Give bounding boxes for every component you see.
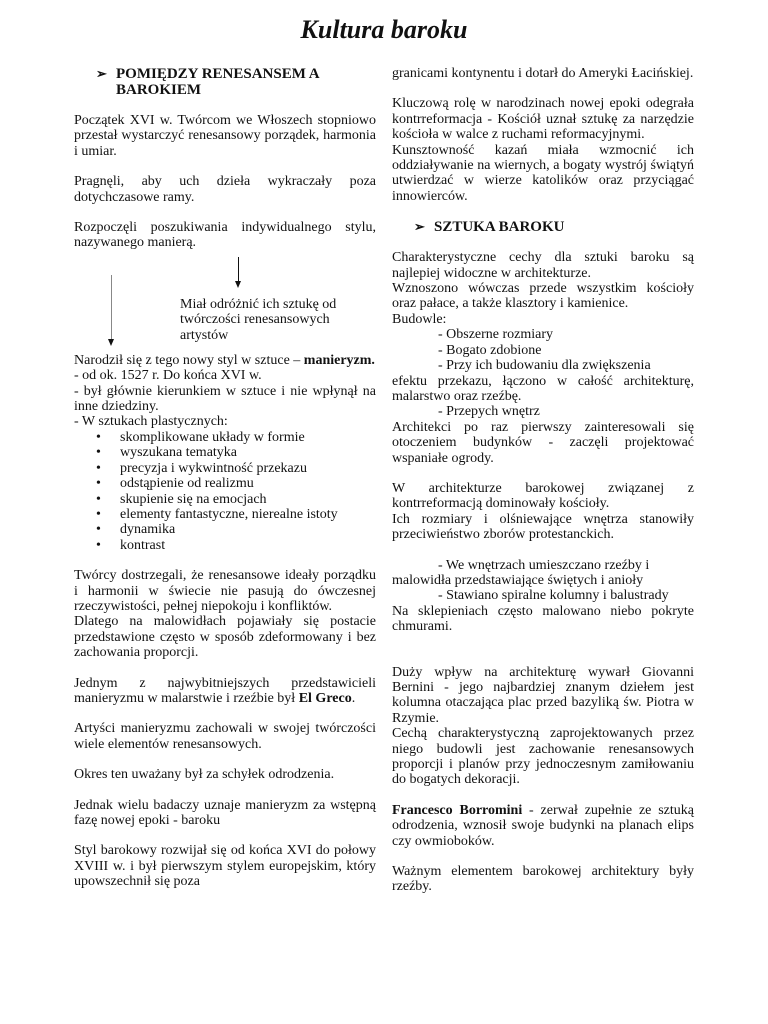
paragraph-borromini: Francesco Borromini - zerwał zupełnie ze sztuką odrodzenia, wznosił swoje budynki na planach elips czy owmioboków. xyxy=(392,802,694,849)
paragraph: Ważnym elementem barokowej architektury były rzeźby. xyxy=(392,864,694,895)
section-heading-baroque-art xyxy=(392,219,694,235)
list-item: • wyszukana tematyka xyxy=(120,445,376,460)
paragraph: Dlatego na malowidłach pojawiały się postacie przedstawione często w sposób zdeformowany i bez zachowania proporcji. xyxy=(74,614,376,661)
arrow-bullet-icon: ➢ xyxy=(96,66,107,81)
list-line: - We wnętrzach umieszczano rzeźby i xyxy=(438,557,650,573)
paragraph: Styl barokowy rozwijał się od końca XVI do połowy XVIII w. i był pierwszym stylem europejskim, który upowszechnił się poza xyxy=(74,843,376,890)
paragraph: Początek XVI w. Twórcom we Włoszech stopniowo przestał wystarczyć renesansowy porządek, harmonia i umiar. xyxy=(74,113,376,159)
arrow-down-left-icon xyxy=(108,339,114,346)
paragraph: Na sklepieniach często malowano niebo pokryte chmurami. xyxy=(392,603,694,635)
paragraph: Twórcy dostrzegali, że renesansowe ideały porządku i harmonii w świecie nie pasują do ówczesnej rzeczywistości, pełnej niepokoju i konfliktów. xyxy=(74,568,376,614)
heading-text: POMIĘDZY RENESANSEM A BAROKIEM xyxy=(116,66,319,98)
list-line: - Obszerne rozmiary xyxy=(438,327,554,343)
left-column xyxy=(74,66,376,890)
arrow-down-left-line xyxy=(111,275,112,341)
list-line: - był głównie kierunkiem w sztuce i nie wpłynął na inne dziedziny. xyxy=(74,383,376,415)
paragraph: Jednak wielu badaczy uznaje manieryzm za wstępną fazę nowej epoki - baroku xyxy=(74,797,376,828)
list-item: • skupienie się na emocjach xyxy=(120,492,376,507)
list-line: - Bogato zdobione xyxy=(438,342,542,358)
paragraph: Budowle: xyxy=(392,311,447,327)
document-title: Kultura baroku xyxy=(300,15,468,44)
paragraph: Kluczową rolę w narodzinach nowej epoki odegrała kontrreformacja - Kościół uznał sztukę za narzędzie kościoła w walce z ruchami reformacyjnymi. xyxy=(392,96,694,143)
list-line: - Przy ich budowaniu dla zwiększenia xyxy=(438,358,651,374)
paragraph: Cechą charakterystyczną zaprojektowanych przez niego budowli jest zachowanie renesansowych proporcji i planów przy jednoczesnym zamiłowaniu do bogatych dekoracji. xyxy=(392,726,694,788)
paragraph: Duży wpływ na architekturę wywarł Giovanni Bernini - jego najbardziej znanym dziełem jest kolumna otaczająca plac przed bazyliką św. Piotra w Rzymie. xyxy=(392,664,694,726)
list-line: - W sztukach plastycznych: xyxy=(74,414,228,430)
paragraph: W architekturze barokowej związanej z kontrreformacją dominowały kościoły. xyxy=(392,480,694,512)
heading-text: SZTUKA BAROKU xyxy=(434,219,565,236)
list-line: - Stawiano spiralne kolumny i balustrady xyxy=(438,588,669,604)
paragraph: Architekci po raz pierwszy zainteresowali się otoczeniem budynków - zaczęli projektować wspaniałe ogrody. xyxy=(392,419,694,466)
list-line: - od ok. 1527 r. Do końca XVI w. xyxy=(74,368,262,384)
list-item: • elementy fantastyczne, nierealne istoty xyxy=(120,507,376,522)
paragraph: Wznoszono wówczas przede wszystkim kościoły oraz pałace, a także klasztory i kamienice. xyxy=(392,281,694,312)
list-line: - Przepych wnętrz xyxy=(438,404,540,420)
diagram-note: Miał odróżnić ich sztukę od twórczości renesansowych artystów xyxy=(180,296,337,343)
paragraph: Ich rozmiary i olśniewające wnętrza stanowiły przeciwieństwo zborów protestanckich. xyxy=(392,511,694,543)
paragraph: Artyści manieryzmu zachowali w swojej twórczości wiele elementów renesansowych. xyxy=(74,721,376,752)
term-mannerism: manieryzm. xyxy=(303,352,375,368)
arrow-down-right-line xyxy=(238,257,239,283)
right-column xyxy=(392,66,694,895)
list-item: • odstąpienie od realizmu xyxy=(120,476,376,491)
paragraph: Charakterystyczne cechy dla sztuki baroku są najlepiej widoczne w architekturze. xyxy=(392,250,694,281)
list-item: • precyzja i wykwintność przekazu xyxy=(120,461,376,476)
list-item: • kontrast xyxy=(120,538,376,553)
list-item: • skomplikowane układy w formie xyxy=(120,430,376,445)
paragraph: Kunsztowność kazań miała wzmocnić ich oddziaływanie na wiernych, a bogaty wystrój świątyń utwierdzać w wierze katolików oraz przyciągać innowierców. xyxy=(392,142,694,204)
paragraph: Pragnęli, aby uch dzieła wykraczały poza dotychczasowe ramy. xyxy=(74,174,376,205)
bullet-list xyxy=(74,430,376,553)
section-heading-renaissance-baroque xyxy=(74,66,376,98)
arrow-diagram xyxy=(74,251,376,353)
name-el-greco: El Greco xyxy=(298,690,352,706)
list-item: • dynamika xyxy=(120,522,376,537)
paragraph-mannerism: Narodził się z tego nowy styl w sztuce – manieryzm. xyxy=(74,352,375,368)
arrow-down-right-icon xyxy=(235,281,241,288)
paragraph: Okres ten uważany był za schyłek odrodzenia. xyxy=(74,767,335,783)
name-borromini: Francesco Borromini xyxy=(392,802,523,818)
paragraph: Rozpoczęli poszukiwania indywidualnego stylu, nazywanego manierą. xyxy=(74,220,376,251)
paragraph: granicami kontynentu i dotarł do Ameryki Łacińskiej. xyxy=(392,66,694,81)
paragraph-el-greco: Jednym z najwybitniejszych przedstawicieli manieryzmu w malarstwie i rzeźbie był El Greco. xyxy=(74,675,376,706)
arrow-bullet-icon: ➢ xyxy=(414,219,425,235)
list-line-continuation: malowidła przedstawiające świętych i anioły xyxy=(392,572,644,588)
list-line-continuation: efektu przekazu, łączono w całość architekturę, malarstwo oraz rzeźbę. xyxy=(392,373,694,404)
